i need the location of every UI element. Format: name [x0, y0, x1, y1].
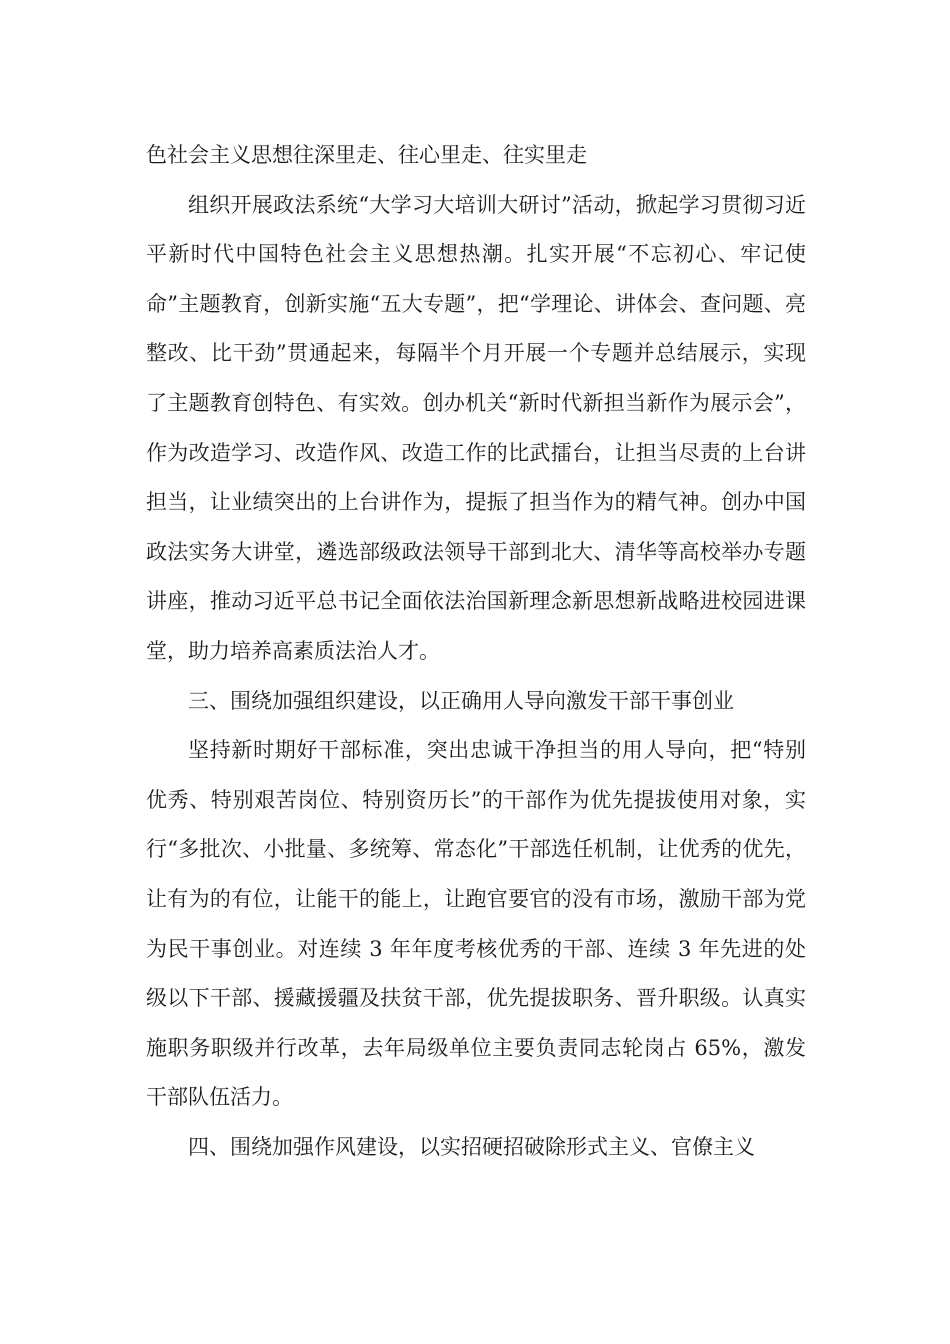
continuation-paragraph: 色社会主义思想往深里走、往心里走、往实里走 — [146, 143, 587, 167]
body-paragraph-cadre-selection: 坚持新时期好干部标准，突出忠诚干净担当的用人导向，把“特别优秀、特别艰苦岗位、特别资历长”的干部作为优先提拔使用对象，实行“多批次、小批量、多统筹、常态化”干部选任机制，让优秀的优先，让有为的有位，让能干的能上，让跑官要官的没有市场，激励干部为党为民干事创业。对连续 3 年年度考核优秀的干部、连续 3 年先进的处级以下干部、援藏援疆及扶贫干部，优先提拔职务、晋升职级。认真实施职务职级并行改革，去年局级单位主要负责同志轮岗占 65%，激发干部队伍活力。 — [146, 738, 806, 1110]
section-heading-work-style: 四、围绕加强作风建设，以实招硬招破除形式主义、官僚主义 — [188, 1134, 755, 1159]
document-body — [146, 131, 806, 1172]
section-heading-organization: 三、围绕加强组织建设，以正确用人导向激发干部干事创业 — [188, 688, 734, 713]
body-paragraph-political-study: 组织开展政法系统“大学习大培训大研讨”活动，掀起学习贯彻习近平新时代中国特色社会主义思想热潮。扎实开展“不忘初心、牢记使命”主题教育，创新实施“五大专题”，把“学理论、讲体会、查问题、亮整改、比干劲”贯通起来，每隔半个月开展一个专题并总结展示，实现了主题教育创特色、有实效。创办机关“新时代新担当新作为展示会”，作为改造学习、改造作风、改造工作的比武擂台，让担当尽责的上台讲担当，让业绩突出的上台讲作为，提振了担当作为的精气神。创办中国政法实务大讲堂，遴选部级政法领导干部到北大、清华等高校举办专题讲座，推动习近平总书记全面依法治国新理念新思想新战略进校园进课堂，助力培养高素质法治人才。 — [146, 192, 806, 663]
